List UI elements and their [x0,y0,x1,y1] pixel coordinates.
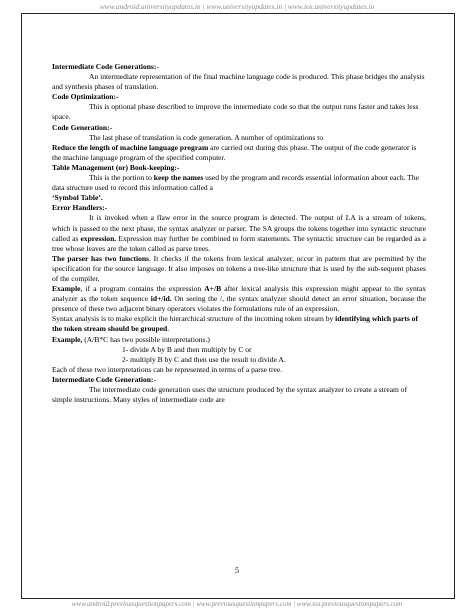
heading-table-management: Table Management (or) Book-keeping:- [52,162,180,172]
page-number: 5 [235,566,239,575]
paragraph-table-management: This is the portion to keep the names used by the program and records essential information about each. The data structure used to record this information called a ‘Symbol Table’. [52,173,419,203]
paragraph-code-optimization: This is optional phase described to improve the intermediate code so that the output runs faster and takes less space. [52,102,419,122]
heading-intermediate-code-generation: Intermediate Code Generation:- [52,374,156,384]
heading-code-generation: Code Generation:- [52,122,113,132]
paragraph-error-handlers: It is invoked when a flaw error in the source program is detected. The output of LA is a stream of tokens, which is passed to the next phase, the syntax analyzer or parser. The SA groups the tokens together into syntactic structure called as expression. Expression may further be combined to form statements. The syntactic structure can be regarded as a tree whose leaves are the token called as parse trees. [52,213,426,253]
paragraph-parse-tree: Each of these two interpretations can be represented in terms of a parse tree. [52,364,283,374]
paragraph-syntax-analysis: Syntax analysis is to make explicit the hierarchical structure of the incoming token stream by identifying which parts of the token stream should be grouped. [52,314,418,334]
heading-intermediate-code-generations: Intermediate Code Generations:- [52,62,159,71]
paragraph-intermediate-code-generation: The intermediate code generation uses the structure produced by the syntax analyzer to create a stream of simple instructions. Many styles of intermediate code are [52,385,408,405]
watermark-top: www.android.universityupdates.in | www.universityupdates.in | www.ios.universityupdates.in [99,2,375,11]
paragraph-example-expression: Example, if a program contains the expression A+/B after lexical analysis this expression might appear to the syntax analyzer as the token sequence id+/id. On seeing the /, the syntax analyzer should detect an error situation, because the presence of these two adjacent binary operators violates the formulations rule of an expression. [52,284,427,314]
heading-code-optimization: Code Optimization:- [52,92,119,102]
watermark-bottom: www.android.previousquestionpapers.com | www.previousquestionpapers.com | www.ios.previousquestionpapers.com [71,600,403,608]
paragraph-example-interpretations: Example, (A/B*C has two possible interpretations.) [52,334,210,344]
list-item-divide: 1- divide A by B and then multiply by C or [122,344,252,354]
heading-error-handlers: Error Handlers:- [52,203,108,213]
paragraph-parser-functions: The parser has two functions. It checks if the tokens from lexical analyzer, occur in pattern that are permitted by the specification for the source language. It also imposes on tokens a tree-like structure that is used by the sub-sequent phases of the compiler. [52,253,426,283]
paragraph-intermediate-code: An intermediate representation of the final machine language code is produced. This phase bridges the analysis and synthesis phases of translation. [52,72,425,92]
paragraph-code-generation: The last phase of translation is code generation. A number of optimizations to Reduce the length of machine language program are carried out during this phase. The output of the code generator is the machine language program of the specified computer. [52,132,417,162]
page-content [52,62,426,405]
list-item-multiply: 2- multiply B by C and then use the result to divide A. [122,354,286,364]
